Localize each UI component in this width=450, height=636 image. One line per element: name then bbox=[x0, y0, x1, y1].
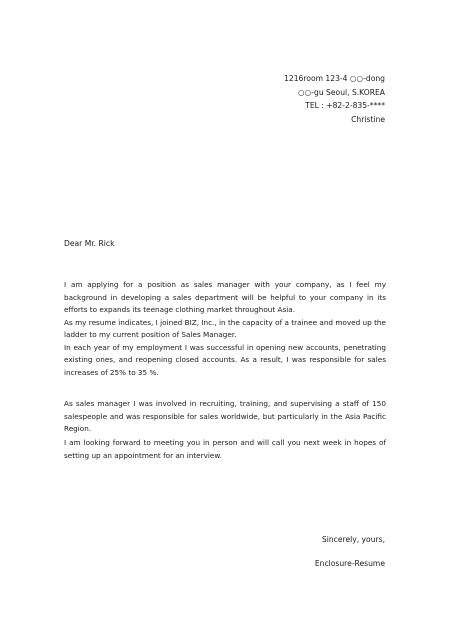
body-paragraph-1-sentence-2: As my resume indicates, I joined BIZ, Inc., in the capacity of a trainee and moved up the ladder to my current position of Sales Manager. bbox=[64, 317, 386, 339]
body-paragraph-1-sentence-1: I am applying for a position as sales manager with your company, as I feel my background in developing a sales department will be helpful to your company in its efforts to expands its teenage clothing market throughout Asia. bbox=[64, 280, 386, 314]
enclosure-note: Enclosure-Resume bbox=[314, 559, 385, 568]
body-paragraph-1 bbox=[64, 279, 386, 379]
sender-address-block bbox=[185, 72, 385, 126]
sender-address-line1: 1216room 123-4 ○○-dong bbox=[284, 74, 385, 83]
sender-name: Christine bbox=[351, 114, 385, 124]
salutation: Dear Mr. Rick bbox=[64, 239, 115, 248]
body-paragraph-2: As sales manager I was involved in recruiting, training, and supervising a staff of 150 salespeople and was responsible for sales worldwide, but particularly in the Asia Pacific Region. bbox=[64, 399, 386, 433]
sender-address-line2: ○○-gu Seoul, S.KOREA bbox=[298, 87, 385, 97]
valediction: Sincerely, yours, bbox=[321, 535, 385, 544]
sender-telephone: TEL : +82-2-835-**** bbox=[305, 101, 385, 110]
body-paragraph-3: I am looking forward to meeting you in person and will call you next week in hopes of setting up an appointment for an interview. bbox=[64, 438, 386, 460]
body-paragraph-1-sentence-3: In each year of my employment I was successful in opening new accounts, penetrating existing ones, and reopening closed accounts. As a result, I was responsible for sales increases of 25% to 35 %. bbox=[64, 342, 386, 377]
